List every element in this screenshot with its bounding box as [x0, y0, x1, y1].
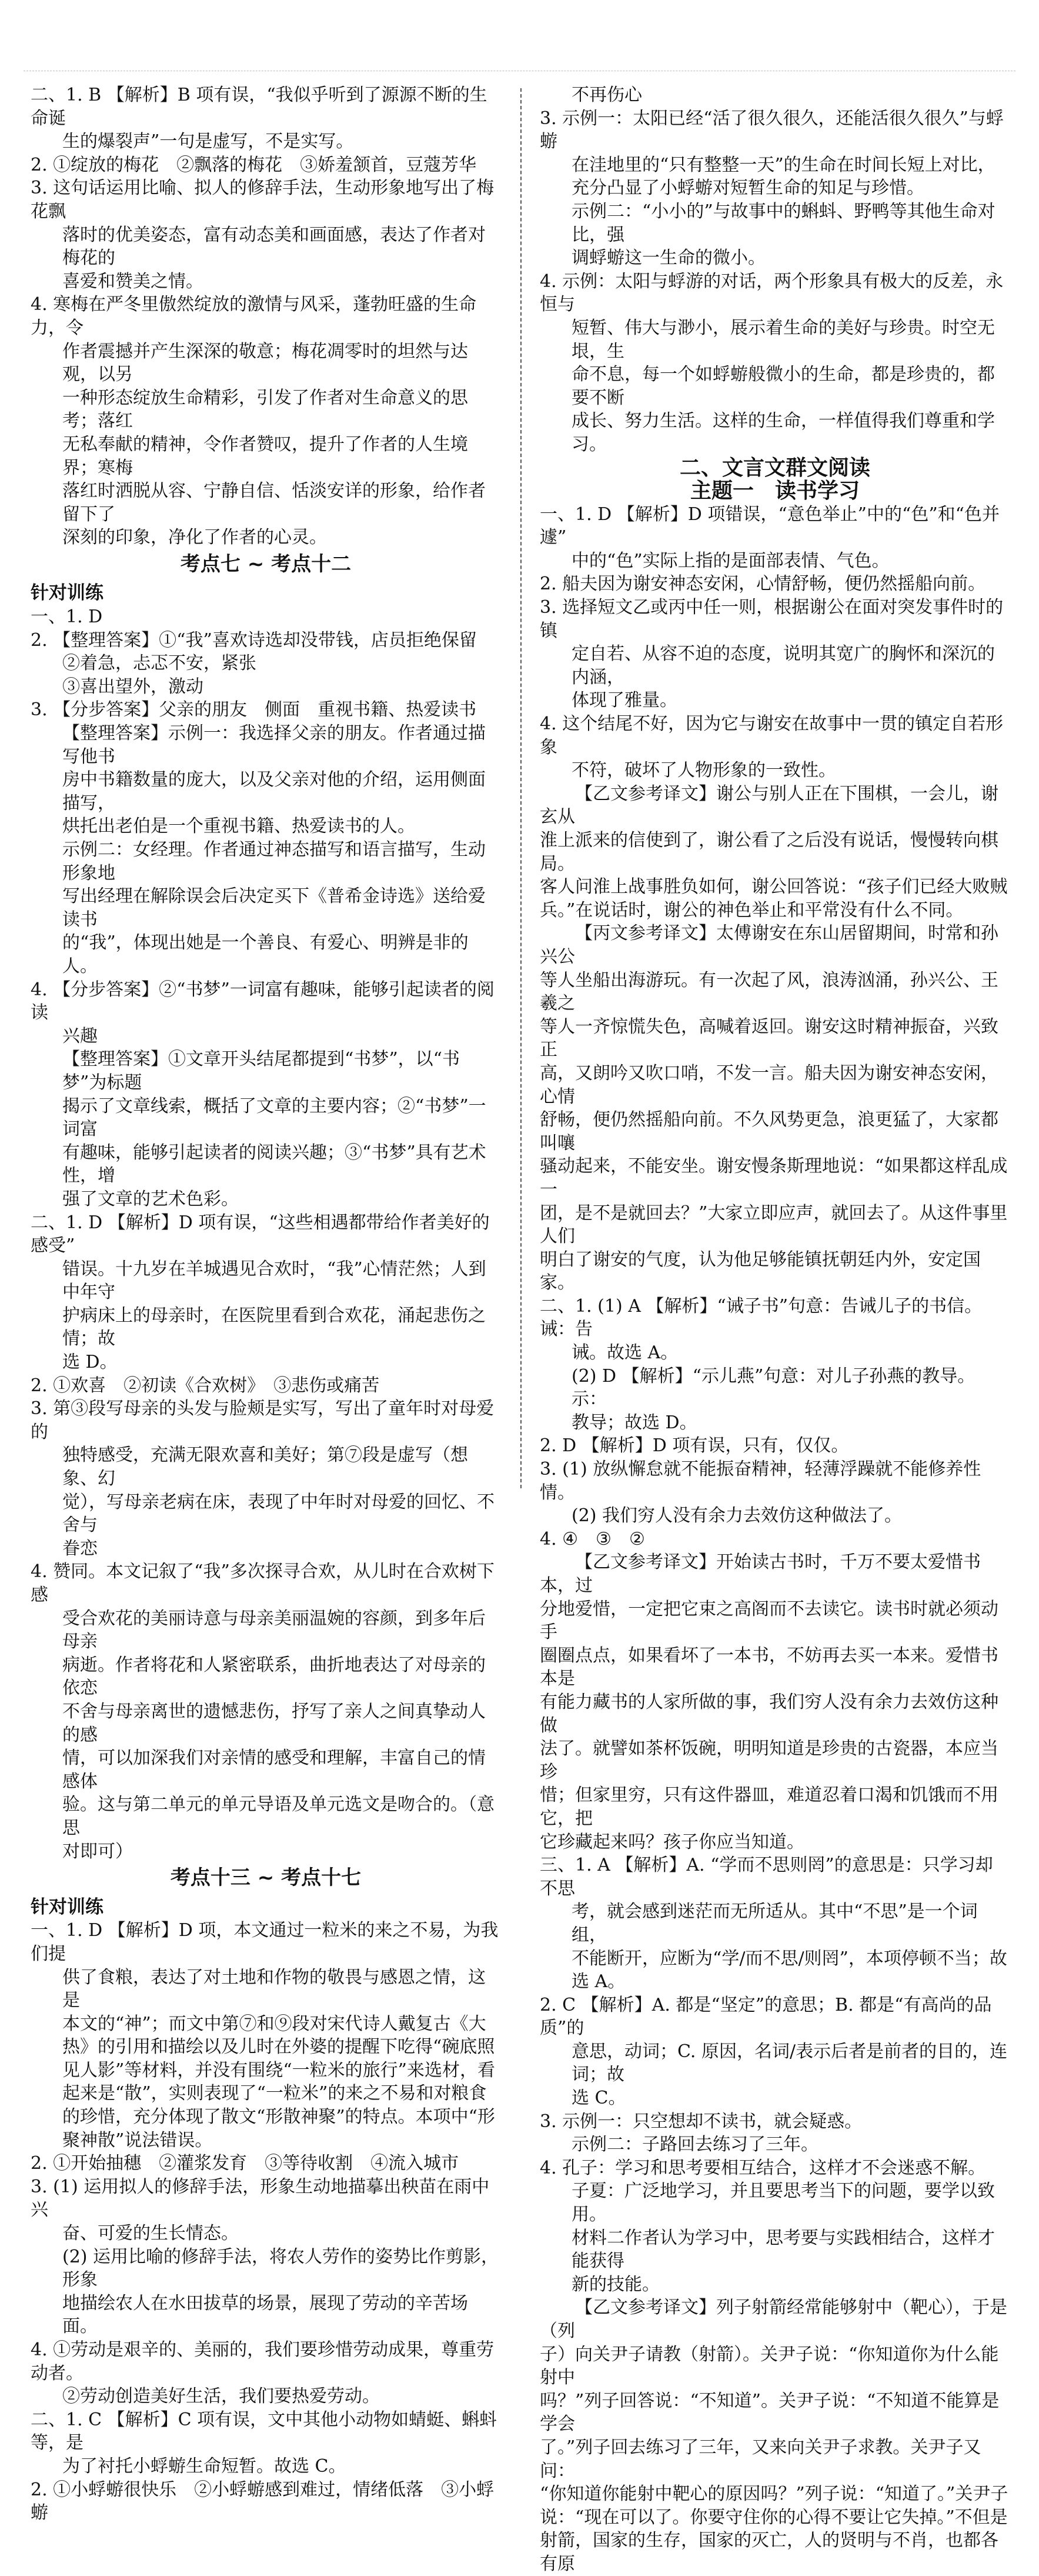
section-heading: 二、文言文群文阅读: [679, 455, 870, 480]
text-line: 写出经理在解除误会后决定买下《普希金诗选》送给爱读书: [62, 886, 486, 930]
text-line: 示例二：“小小的”与故事中的蝌蚪、野鸭等其他生命对比，强: [572, 201, 995, 245]
text-line: 烘托出老伯是一个重视书籍、热爱读书的人。: [62, 816, 415, 837]
text-line: 定自若、从容不迫的态度，说明其宽广的胸怀和深沉的内涵，: [572, 644, 995, 688]
text-line: 淮上派来的信使到了，谢公看了之后没有说话，慢慢转向棋局。: [540, 830, 998, 874]
text-line: 有趣味，能够引起读者的阅读兴趣；③“书梦”具有艺术性，增: [62, 1142, 486, 1187]
text-line: 为了衬托小蜉蝣生命短暂。故选 C。: [62, 2455, 346, 2477]
text-line: 的“我”，体现出她是一个善良、有爱心、明辨是非的人。: [62, 932, 469, 977]
text-line: 骚动起来，不能安坐。谢安慢条斯理地说：“如果都这样乱成一: [540, 1156, 1008, 1200]
text-line: 验。这与第二单元的单元导语及单元选文是吻合的。（意思: [62, 1794, 495, 1838]
text-line: 诫。故选 A。: [572, 1342, 679, 1364]
text-line: 4. 孔子：学习和思考要相互结合，这样才不会迷惑不解。: [540, 2157, 986, 2178]
text-line: 房中书籍数量的庞大，以及父亲对他的介绍，运用侧面描写，: [62, 769, 486, 814]
text-line: 热》的引用和描绘以及儿时在外婆的提醒下吃得“碗底照: [62, 2037, 495, 2058]
text-line: 示例二：子路回去练习了三年。: [572, 2134, 818, 2155]
text-line: 3. 【分步答案】父亲的朋友 侧面 重视书籍、热爱读书: [31, 699, 477, 721]
text-line: 3. 第③段写母亲的头发与脸颊是实写，写出了童年时对母爱的: [31, 1398, 495, 1442]
text-line: 等人坐船出海游玩。有一次起了风，浪涛汹涌，孙兴公、王羲之: [540, 969, 998, 1014]
text-line: 【整理答案】示例一：我选择父亲的朋友。作者通过描写他书: [62, 723, 486, 767]
text-line: 对即可）: [62, 1841, 133, 1862]
text-line: 调蜉蝣这一生命的微小。: [572, 248, 766, 269]
text-line: 说：“现在可以了。你要守住你的心得不要让它失掉。”不但是: [540, 2507, 1008, 2528]
text-line: 二、1. D 【解析】D 项有误，“这些相遇都带给作者美好的感受”: [31, 1212, 490, 1257]
text-line: 教导；故选 D。: [572, 1412, 697, 1433]
text-line: 强了文章的艺术色彩。: [62, 1188, 239, 1209]
text-line: 情，可以加深我们对亲情的感受和理解，丰富自己的情感体: [62, 1748, 486, 1792]
text-line: 不再伤心: [572, 85, 642, 105]
text-line: 2. ①开始抽穗 ②灌浆发育 ③等待收割 ④流入城市: [31, 2153, 459, 2174]
text-line: 一、1. D 【解析】D 项，本文通过一粒米的来之不易，为我们提: [31, 1920, 499, 1964]
text-line: 3. 示例一：只空想却不读书，就会疑惑。: [540, 2111, 863, 2132]
text-line: 独特感受，充满无限欢喜和美好；第⑦段是虚写（想象、幻: [62, 1445, 468, 1489]
text-line: 4. 寒梅在严冬里傲然绽放的激情与风采，蓬勃旺盛的生命力，令: [31, 294, 477, 338]
text-line: 命不息，每一个如蜉蝣般微小的生命，都是珍贵的，都要不断: [572, 364, 995, 408]
text-line: 短暂、伟大与渺小，展示着生命的美好与珍贵。时空无垠，生: [572, 317, 995, 362]
text-line: 明白了谢安的气度，认为他足够能镇抚朝廷内外，安定国家。: [540, 1249, 981, 1294]
text-line: 落红时洒脱从容、宁静自信、恬淡安详的形象，给作者留下了: [62, 481, 486, 525]
text-line: 4. ①劳动是艰辛的、美丽的，我们要珍惜劳动成果，尊重劳动者。: [31, 2340, 495, 2384]
text-line: 聚神散”说法错误。: [62, 2130, 213, 2151]
column-divider: [520, 88, 523, 1488]
text-line: 它珍藏起来吗？孩子你应当知道。: [540, 1831, 804, 1852]
text-line: 3. (1) 放纵懈怠就不能振奋精神，轻薄浮躁就不能修养性情。: [540, 1459, 981, 1503]
text-line: 2. D 【解析】D 项有误，只有，仅仅。: [540, 1435, 849, 1457]
text-line: 选 A。: [572, 1971, 626, 1992]
text-line: 在洼地里的“只有整整一天”的生命在时间长短上对比，: [572, 154, 995, 175]
text-line: 生的爆裂声”一句是虚写，不是实写。: [62, 131, 354, 152]
text-line: 【丙文参考译文】太傅谢安在东山居留期间，时常和孙兴公: [540, 923, 998, 967]
text-line: 体现了雅量。: [572, 690, 677, 711]
text-line: 兵。”在说话时，谢公的神色举止和平常没有什么不同。: [540, 899, 964, 921]
text-line: 高，又朗吟又吹口哨，不发一言。船夫因为谢安神态安闲，心情: [540, 1062, 998, 1107]
text-line: 示例二：女经理。作者通过神态描写和语言描写，生动形象地: [62, 839, 486, 884]
text-line: 不符，破坏了人物形象的一致性。: [572, 760, 836, 781]
text-line: 二、1. B 【解析】B 项有误，“我似乎听到了源源不断的生命诞: [31, 85, 487, 129]
text-line: 【乙文参考译文】开始读古书时，千万不要太爱惜书本，过: [540, 1552, 981, 1596]
text-line: 作者震撼并产生深深的敬意；梅花凋零时的坦然与达观，以另: [62, 341, 468, 385]
text-line: 【乙文参考译文】谢公与别人正在下围棋，一会儿，谢玄从: [540, 783, 998, 828]
text-line: 选 C。: [572, 2088, 626, 2109]
text-line: 二、1. (1) A 【解析】“诫子书”句意：告诫儿子的书信。诫：告: [540, 1295, 983, 1340]
text-line: 深刻的印象，净化了作者的心灵。: [62, 527, 327, 548]
right-column: [540, 84, 1010, 2576]
text-line: 觉），写母亲老病在床，表现了中年时对母爱的回忆、不舍与: [62, 1491, 495, 1536]
text-line: 法了。就譬如茶杯饭碗，明明知道是珍贵的古瓷器，本应当珍: [540, 1738, 998, 1782]
text-line: 【乙文参考译文】列子射箭经常能够射中（靶心），于是（列: [540, 2297, 1007, 2341]
text-line: 客人问淮上战事胜负如何，谢公回答说：“孩子们已经大败贼: [540, 877, 1008, 898]
text-line: 选 D。: [62, 1352, 118, 1373]
text-line: 无私奉献的精神，令作者赞叹，提升了作者的人生境界；寒梅: [62, 434, 468, 478]
text-line: 4. 示例：太阳与蜉游的对话，两个形象具有极大的反差，永恒与: [540, 271, 1004, 315]
text-line: 新的技能。: [572, 2274, 660, 2295]
sub-heading: 针对训练: [31, 582, 103, 604]
text-line: 病逝。作者将花和人紧密联系，曲折地表达了对母亲的依恋: [62, 1654, 486, 1699]
text-line: 受合欢花的美丽诗意与母亲美丽温婉的容颜，到多年后母亲: [62, 1608, 486, 1652]
text-line: 圈圈点点，如果看坏了一本书，不妨再去买一本来。爱惜书本是: [540, 1645, 998, 1689]
text-line: 不舍与母亲离世的遗憾悲伤，抒写了亲人之间真挚动人的感: [62, 1701, 486, 1745]
text-line: 团，是不是就回去？”大家立即应声，就回去了。从这件事里人们: [540, 1202, 1008, 1247]
text-line: “你知道你能射中靶心的原因吗？”列子说：“知道了。”关尹子: [540, 2484, 1008, 2505]
text-line: 射箭，国家的生存，国家的灭亡，人的贤明与不肖，也都各有原: [540, 2530, 998, 2574]
text-line: ③喜出望外，激动: [62, 676, 203, 697]
text-line: (2) 运用比喻的修辞手法，将农人劳作的姿势比作剪影，形象: [62, 2246, 499, 2291]
text-line: 考，就会感到迷茫而无所适从。其中“不思”是一个词组，: [572, 1901, 978, 1945]
left-column: [31, 84, 501, 2525]
text-line: 舒畅，便仍然摇船向前。不久风势更急，浪更猛了，大家都叫嚷: [540, 1109, 998, 1154]
text-line: 2. ①小蜉蝣很快乐 ②小蜉蝣感到难过，情绪低落 ③小蜉蝣: [31, 2479, 495, 2524]
text-line: 3. (1) 运用拟人的修辞手法，形象生动地描摹出秧苗在雨中兴: [31, 2176, 490, 2221]
text-line: 2. C 【解析】A. 都是“坚定”的意思；B. 都是“有高尚的品质”的: [540, 1994, 992, 2039]
text-line: 落时的优美姿态，富有动态美和画面感，表达了作者对梅花的: [62, 224, 486, 269]
text-line: (2) D 【解析】“示儿燕”句意：对儿子孙燕的教导。示：: [572, 1365, 975, 1410]
text-line: 4. 这个结尾不好，因为它与谢安在故事中一贯的镇定自若形象: [540, 714, 1004, 758]
text-line: 2. 【整理答案】①“我”喜欢诗选却没带钱，店员拒绝保留: [31, 629, 477, 651]
text-line: (2) 我们穷人没有余力去效仿这种做法了。: [572, 1505, 903, 1527]
text-line: ②着急，忐忑不安，紧张: [62, 653, 256, 674]
text-line: 成长、努力生活。这样的生命，一样值得我们尊重和学习。: [572, 411, 995, 455]
section-heading: 考点七 ~ 考点十二: [180, 552, 352, 576]
text-line: 不能断开，应断为“学/而不思/则罔”，本项停顿不当；故: [572, 1948, 1007, 1969]
text-line: 惜；但家里穷，只有这件器皿，难道忍着口渴和饥饿而不用它，把: [540, 1785, 998, 1829]
text-line: 揭示了文章线索，概括了文章的主要内容；②“书梦”一词富: [62, 1095, 486, 1140]
text-line: 的珍惜，充分体现了散文“形散神聚”的特点。本项中“形: [62, 2107, 496, 2128]
text-line: 起来是“散”，实则表现了“一粒米”的来之不易和对粮食: [62, 2083, 487, 2104]
sub-heading: 针对训练: [31, 1896, 103, 1918]
text-line: 2. ①欢喜 ②初读《合欢树》 ③悲伤或痛苦: [31, 1375, 380, 1396]
text-line: 兴趣: [62, 1025, 98, 1047]
text-line: 二、1. C 【解析】C 项有误，文中其他小动物如蜻蜓、蝌蚪等，是: [31, 2409, 497, 2454]
text-line: 充分凸显了小蜉蝣对短暂生命的知足与珍惜。: [572, 178, 924, 199]
text-line: ②劳动创造美好生活，我们要热爱劳动。: [62, 2386, 380, 2407]
text-line: 【整理答案】①文章开头结尾都提到“书梦”，以“书梦”为标题: [62, 1049, 460, 1093]
text-line: 了。”列子回去练习了三年，又来向关尹子求教。关尹子又问：: [540, 2437, 981, 2481]
text-line: 4. ④ ③ ②: [540, 1528, 645, 1549]
text-line: 一、1. D 【解析】D 项错误，“意色举止”中的“色”和“色并遽”: [540, 504, 1000, 548]
text-line: 中的“色”实际上指的是面部表情、气色。: [572, 550, 890, 571]
text-line: 3. 示例一：太阳已经“活了很久很久，还能活很久很久”与蜉蝣: [540, 108, 1004, 152]
text-line: 子）向关尹子请教（射箭）。关尹子说：“你知道你为什么能射中: [540, 2344, 999, 2388]
text-line: 三、1. A 【解析】A. “学而不思则罔”的意思是：只学习却不思: [540, 1855, 993, 1899]
text-line: 喜爱和赞美之情。: [62, 271, 203, 292]
text-line: 一、1. D: [31, 606, 103, 628]
text-line: 材料二作者认为学习中，思考要与实践相结合，这样才能获得: [572, 2227, 995, 2272]
text-line: 2. ①绽放的梅花 ②飘落的梅花 ③娇羞颔首，豆蔻芳华: [31, 154, 477, 175]
text-line: 本文的“神”；而文中第⑦和⑨段对宋代诗人戴复古《大: [62, 2013, 486, 2034]
text-line: 2. 船夫因为谢安神态安闲，心情舒畅，便仍然摇船向前。: [540, 574, 986, 595]
text-line: 错误。十九岁在羊城遇见合欢时，“我”心情茫然；人到中年守: [62, 1258, 486, 1303]
section-heading: 主题一 读书学习: [690, 479, 860, 504]
text-line: 护病床上的母亲时，在医院里看到合欢花，涌起悲伤之情；故: [62, 1305, 486, 1349]
text-line: 4. 赞同。本文记叙了“我”多次探寻合欢，从儿时在合欢树下感: [31, 1561, 495, 1605]
text-line: 眷恋: [62, 1538, 98, 1559]
text-line: 供了食粮，表达了对土地和作物的敬畏与感恩之情，这是: [62, 1967, 486, 2011]
text-line: 3. 这句话运用比喻、拟人的修辞手法，生动形象地写出了梅花飘: [31, 178, 495, 222]
text-line: 子夏：广泛地学习，并且要思考当下的问题，要学以致用。: [572, 2181, 995, 2225]
text-line: 奋、可爱的生长情态。: [62, 2223, 239, 2244]
text-line: 3. 选择短文乙或丙中任一则，根据谢公在面对突发事件时的镇: [540, 597, 1004, 641]
text-line: 一种形态绽放生命精彩，引发了作者对生命意义的思考；落红: [62, 387, 468, 432]
text-line: 分地爱惜，一定把它束之高阁而不去读它。读书时就必须动手: [540, 1598, 998, 1643]
text-line: 等人一齐惊慌失色，高喊着返回。谢安这时精神振奋，兴致正: [540, 1016, 998, 1061]
text-line: 意思，动词；C. 原因，名词/表示后者是前者的目的，连词；故: [572, 2041, 1008, 2085]
section-heading: 考点十三 ~ 考点十七: [170, 1866, 362, 1890]
text-line: 吗？”列子回答说：“不知道”。关尹子说：“不知道不能算是学会: [540, 2390, 1000, 2435]
text-line: 见人影”等材料，并没有围绕“一粒米的旅行”来选材，看: [62, 2060, 496, 2081]
text-line: 有能力藏书的人家所做的事，我们穷人没有余力去效仿这种做: [540, 1691, 998, 1736]
text-line: 地描绘农人在水田拔草的场景，展现了劳动的辛苦场面。: [62, 2292, 468, 2337]
text-line: 4. 【分步答案】②“书梦”一词富有趣味，能够引起读者的阅读: [31, 979, 495, 1024]
